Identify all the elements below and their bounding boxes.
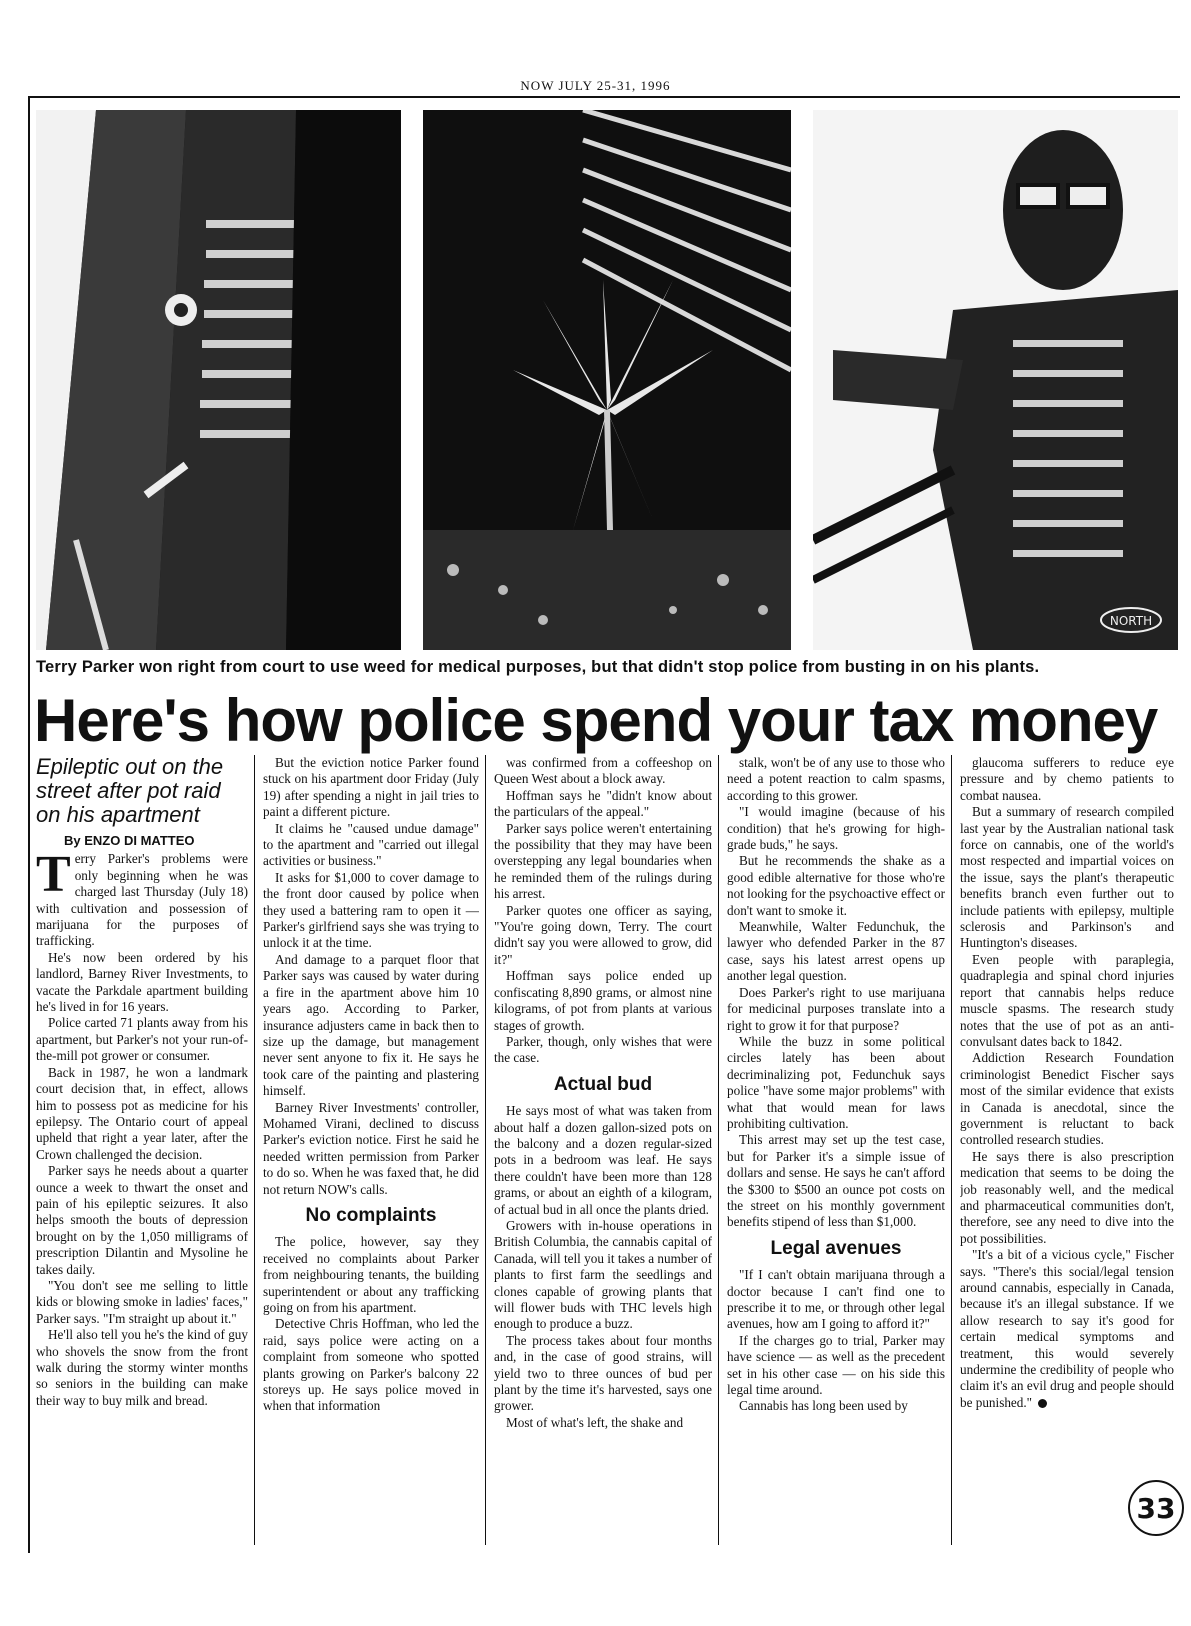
article-paragraph: Back in 1987, he won a landmark court decision that, in effect, allows him to possess pot as medicine for his epilepsy. The Ontario court of appeal upheld that right a year later, after the Crown challenged the decision. (36, 1064, 248, 1162)
article-paragraph: But the eviction notice Parker found stuck on his apartment door Friday (July 19) after spending a night in jail tries to paint a different picture. (263, 755, 479, 820)
article-paragraph: Barney River Investments' controller, Mohamed Virani, declined to discuss Parker's eviction notice. First he said he needed written permission from Parker to do so. When he was faxed that, he did not return NOW's calls. (263, 1099, 479, 1197)
article-paragraph: Parker, though, only wishes that were the case. (494, 1033, 712, 1066)
page-number: 33 (1128, 1480, 1184, 1536)
article-paragraph: stalk, won't be of any use to those who need a potent reaction to calm spasms, according to this grower. (727, 755, 945, 803)
column-rule (718, 755, 719, 1545)
article-paragraph: He says most of what was taken from about half a dozen gallon-sized pots on the balcony and a dozen regular-sized pots in a bedroom was leaf. He says there couldn't have been more than 128 grams, or about an eighth of a kilogram, of actual bud in all once the plants dried. (494, 1103, 712, 1217)
photo-door (36, 110, 401, 650)
article-paragraph: "If I can't obtain marijuana through a doctor because I can't find one to prescribe it to me, or through other legal avenues, how am I going to afford it?" (727, 1267, 945, 1332)
article-paragraph: Even people with paraplegia, quadraplegia and spinal chord injuries report that cannabis helps reduce muscle spasms. The research study notes that the use of pot as an anti-convulsant dates back to 1842. (960, 951, 1174, 1049)
article-paragraph: Hoffman says he "didn't know about the particulars of the appeal." (494, 787, 712, 820)
photo-caption: Terry Parker won right from court to use weed for medical purposes, but that didn't stop police from busting in on his plants. (36, 658, 1040, 676)
masthead: NOW JULY 25-31, 1996 (520, 78, 671, 93)
photo-credit: NORTH (1109, 614, 1153, 628)
subhead-actual-bud: Actual bud (553, 1073, 653, 1095)
end-mark-icon (1038, 1399, 1047, 1408)
article-paragraph: Does Parker's right to use marijuana for medicinal purposes translate into a right to grow it for that purpose? (727, 984, 945, 1033)
article-paragraph: While the buzz in some political circles lately has been about decriminalizing pot, Fedunchuk says police "have some major problems" with what that would mean for laws prohibiting cultivation. (727, 1033, 945, 1131)
headline: Here's how police spend your tax money (34, 687, 1158, 754)
article-paragraph: Police carted 71 plants away from his apartment, but Parker's not your run-of-the-mill pot grower or consumer. (36, 1015, 248, 1064)
article-paragraph: Hoffman says police ended up confiscating 8,890 grams, or almost nine kilograms, of pot from plants at various stages of growth. (494, 968, 712, 1033)
subhead-no-complaints: No complaints (305, 1204, 437, 1226)
article-paragraph: But he recommends the shake as a good edible alternative for those who're not looking for the psychoactive effect or don't want to smoke it. (727, 853, 945, 918)
article-paragraph: "I would imagine (because of his condition) that he's growing for high-grade buds," he says. (727, 804, 945, 853)
column-rule (951, 755, 952, 1545)
article-paragraph: The process takes about four months and, in the case of good strains, will yield two to three ounces of bud per plant by the time it's harvested, says one grower. (494, 1332, 712, 1414)
article-paragraph: Parker quotes one officer as saying, "You're going down, Terry. The court didn't say you were allowed to grow, did it?" (494, 902, 712, 967)
article-paragraph: It asks for $1,000 to cover damage to the front door caused by police when they used a battering ram to open it — Parker's girlfriend says she was trying to unlock it at the time. (263, 869, 479, 951)
column-rule (254, 755, 255, 1545)
article-paragraph: If the charges go to trial, Parker may have science — as well as the precedent set in his other case — on his side this legal time around. (727, 1332, 945, 1398)
article-paragraph: Growers with in-house operations in British Columbia, the cannabis capital of Canada, will tell you it takes a number of plants to first farm the seedlings and clones capable of growing plants that will flower buds with THC levels high enough to produce a buzz. (494, 1217, 712, 1332)
article-column-2 (263, 755, 479, 1545)
photo-terry-parker (813, 110, 1178, 650)
article-paragraph: And damage to a parquet floor that Parker says was caused by water during a fire in the apartment above him 10 years ago. According to Parker, insurance adjusters came in back then to size up the damage, but management never sent anyone to fix it. He says he took care of the painting and plastering himself. (263, 951, 479, 1099)
article-paragraph: Addiction Research Foundation criminologist Benedict Fischer says most of the similar evidence that exists in Canada is anecdotal, since the government is reluctant to back controlled research studies. (960, 1050, 1174, 1148)
article-column-4 (727, 755, 945, 1545)
article-paragraph: Most of what's left, the shake and (506, 1414, 684, 1430)
article-paragraph: Cannabis has long been used by (739, 1398, 908, 1414)
article-paragraph: This arrest may set up the test case, but for Parker it's a simple issue of dollars and sense. He says he can't afford the $300 to $500 an ounce pot costs on the street on his monthly government benefits stipend of less than $1,000. (727, 1132, 945, 1230)
article-paragraph: Parker says he needs about a quarter ounce a week to thwart the onset and pain of his epileptic seizures. It also helps smooth the bouts of depression brought on by the 1,050 milligrams of prescription Dilantin and Mysoline he takes daily. (36, 1163, 248, 1277)
article-paragraph: "It's a bit of a vicious cycle," Fischer says. "There's this social/legal tension around cannabis, especially in Canada, because it's an illegal substance. If we allow research to say it's good for certain medical symptoms and treatment, this would severely undermine the credibility of people who claim it's an evil drug and people should be punished." (960, 1247, 1174, 1410)
byline: By ENZO DI MATTEO (64, 833, 195, 848)
article-deck: Epileptic out on the street after pot raid on his apartment (36, 755, 224, 827)
article-paragraph: The police, however, say they received no complaints about Parker from neighbouring tenants, the building superintendent or about any trafficking going on from his apartment. (263, 1234, 479, 1315)
article-column-1 (36, 755, 248, 1545)
article-paragraph: Meanwhile, Walter Fedunchuk, the lawyer who defended Parker in the 87 case, says his latest arrest opens up another legal question. (727, 919, 945, 984)
article-column-5 (960, 755, 1174, 1545)
article-paragraph: Terry Parker's problems were only beginning when he was charged last Thursday (July 18) with cultivation and possession of marijuana for the purposes of trafficking. (36, 846, 248, 949)
article-paragraph: Detective Chris Hoffman, who led the raid, says police were acting on a complaint from someone who spotted plants growing on Parker's balcony 22 storeys up. He says police moved in when that information (263, 1316, 479, 1414)
drop-cap: T (36, 846, 71, 904)
column-rule (485, 755, 486, 1545)
article-paragraph: He says there is also prescription medication that seems to be doing the job reasonably well, and the medical and pharmaceutical communities don't, therefore, see any need to dive into the pot possibilities. (960, 1148, 1174, 1246)
article-paragraph: But a summary of research compiled last year by the Australian national task force on cannabis, one of the world's most respected and impartial voices on the issue, says the plant's therapeutic benefits branch even further out to include patients with epilepsy, multiple sclerosis and Parkinson's and Huntington's diseases. (960, 804, 1174, 951)
article-paragraph: glaucoma sufferers to reduce eye pressure and by chemo patients to combat nausea. (960, 755, 1174, 803)
photo-plant (423, 110, 791, 650)
article-paragraph: He'll also tell you he's the kind of guy who shovels the snow from the front walk during the stormy winter months so seniors in the building can make their way to buy milk and bread. (36, 1327, 248, 1408)
article-paragraph: He's now been ordered by his landlord, Barney River Investments, to vacate the Parkdale apartment building he's lived in for 16 years. (36, 949, 248, 1015)
article-paragraph: was confirmed from a coffeeshop on Queen West about a block away. (494, 755, 712, 787)
subhead-legal-avenues: Legal avenues (770, 1237, 902, 1259)
article-paragraph: "You don't see me selling to little kids or blowing smoke in ladies' faces," Parker says. "I'm straight up about it." (36, 1277, 248, 1326)
article-column-3 (494, 755, 712, 1545)
article-paragraph: Parker says police weren't entertaining the possibility that they may have been overstepping any legal boundaries when he reminded them of the rulings during his arrest. (494, 820, 712, 902)
article-paragraph: It claims he "caused undue damage" to the apartment and "carried out illegal activities or business." (263, 820, 479, 869)
